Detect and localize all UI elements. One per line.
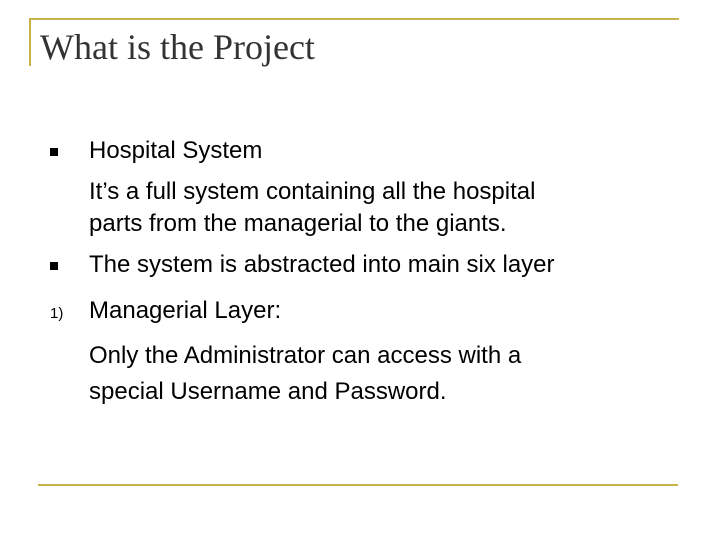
- bullet-square-icon: [50, 262, 58, 270]
- bottom-rule: [38, 484, 678, 486]
- list-item-text: It’s a full system containing all the hospital: [89, 178, 536, 205]
- list-item-text: The system is abstracted into main six layer: [89, 251, 555, 278]
- list-item-text: Managerial Layer:: [89, 297, 282, 324]
- list-item-text: Hospital System: [89, 137, 263, 164]
- title-left-rule: [29, 18, 31, 66]
- slide-title: What is the Project: [40, 27, 315, 67]
- list-item-text: parts from the managerial to the giants.: [89, 210, 507, 237]
- list-number-label: 1): [50, 305, 64, 322]
- bullet-square-icon: [50, 148, 58, 156]
- list-item-text: special Username and Password.: [89, 378, 447, 405]
- list-item-text: Only the Administrator can access with a: [89, 342, 522, 369]
